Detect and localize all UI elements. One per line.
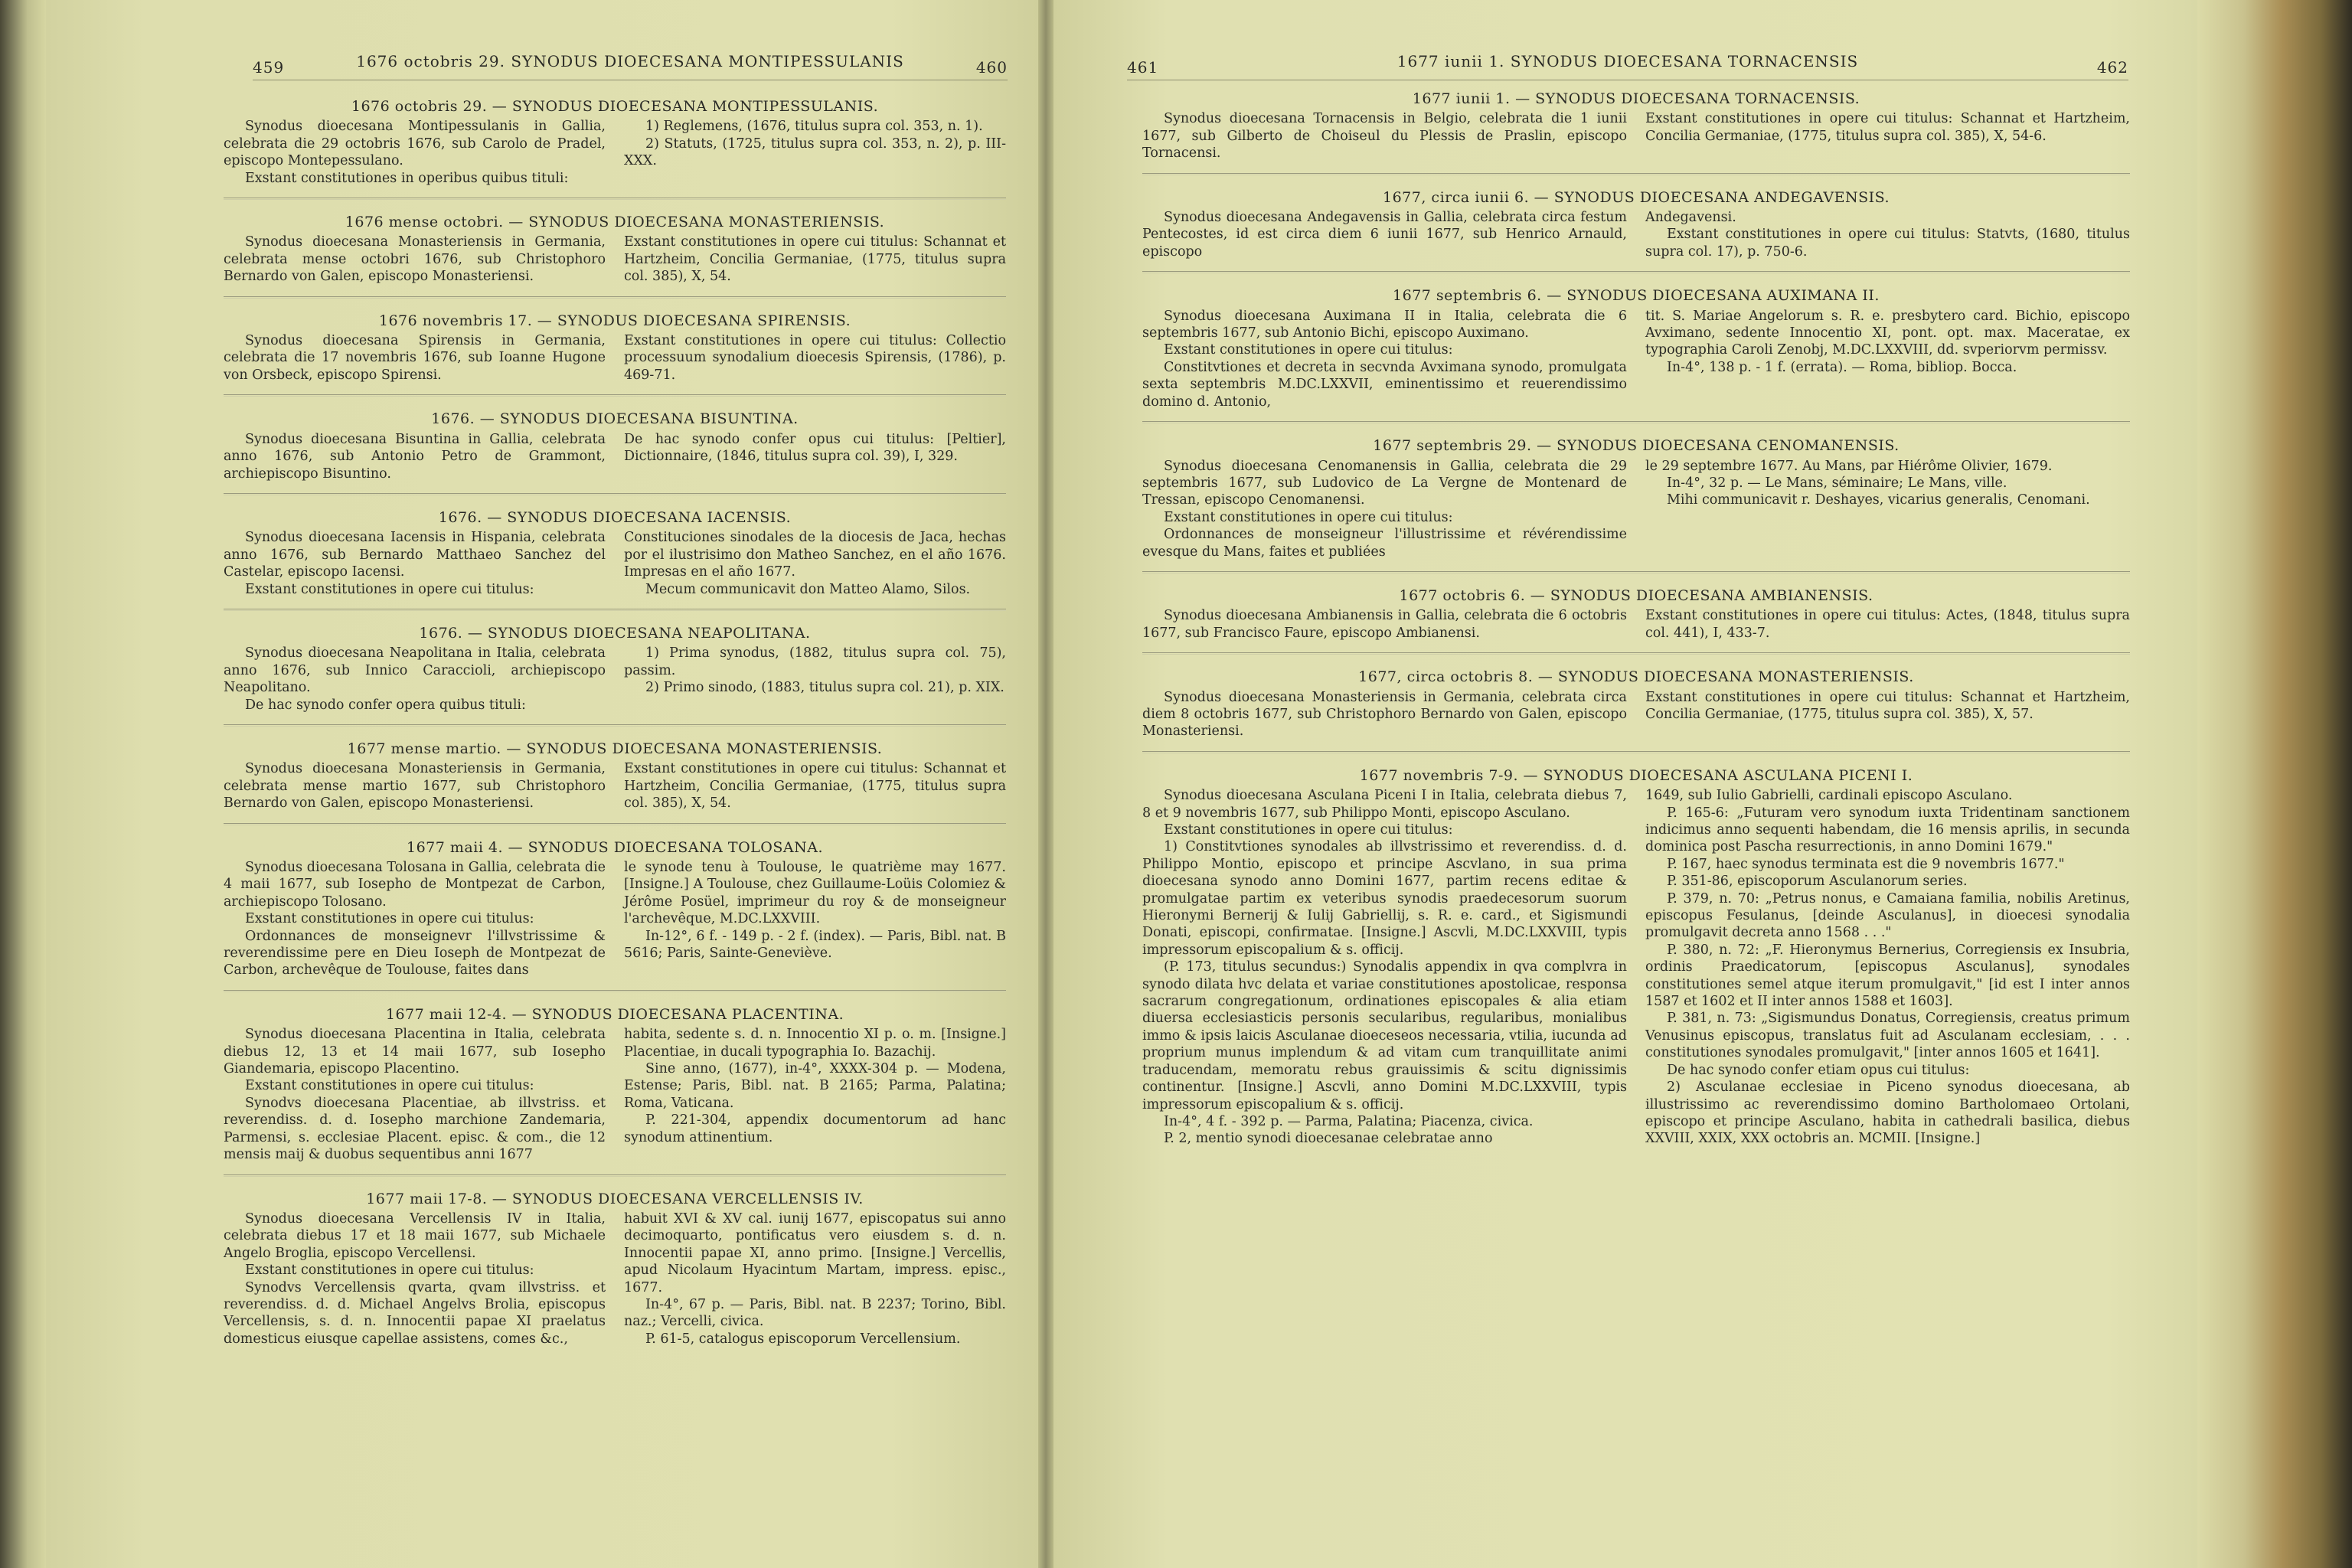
- entry-right-column: [1645, 607, 2130, 642]
- entry-columns: [1142, 787, 2130, 1148]
- entry-right-column: [1645, 308, 2130, 410]
- entry-paragraph: 1) Constitvtiones synodales ab illvstrissimo et reverendiss. d. d. Philippo Montio, episcopo et principe Ascvlano, in sua prima dioecesana synodo anno Domini 1677, partim recens editae & promulgatae partim ex veteribus synodis praedecesorum suorum Hieronymi Bernerij & Iulij Gabriellij, s. R. e. card., et Sigismundi Donati, episcopi, confirmatae. [Insigne.] Ascvli, M.DC.LXXVIII, typis impressorum episcopalium & s. officij.: [1142, 839, 1627, 958]
- entry-paragraph: Exstant constitutiones in opere cui titulus: Actes, (1848, titulus supra col. 441), I, 433-7.: [1645, 608, 2130, 641]
- entry-paragraph: Synodvs Vercellensis qvarta, qvam illvstriss. et reverendiss. d. d. Michael Angelvs Brolia, episcopus Vercellensis, s. d. n. Innocentii papae XI praelatus domesticus eiusque capellae assistens, comes &c.,: [224, 1279, 606, 1347]
- left-page: [46, 0, 1038, 1568]
- entry-paragraph: Exstant constitutiones in opere cui titulus: Collectio processuum synodalium dioecesis Spirensis, (1786), p. 469-71.: [624, 333, 1006, 383]
- entry-paragraph: De hac synodo confer opera quibus tituli:: [245, 697, 526, 713]
- entry-right-column: [624, 1210, 1006, 1348]
- entry-paragraph: P. 351-86, episcoporum Asculanorum series.: [1667, 874, 1968, 890]
- entry-columns: [1142, 607, 2130, 642]
- entry-paragraph: Synodus dioecesana Neapolitana in Italia, celebrata anno 1676, sub Innico Caraccioli, archiepiscopo Neapolitano.: [224, 645, 606, 696]
- entry-paragraph: Synodus dioecesana Monasteriensis in Germania, celebrata mense octobri 1676, sub Christophoro Bernardo von Galen, episcopo Monasteriensi.: [224, 234, 606, 285]
- left-entry: [224, 98, 1006, 198]
- entry-columns: [1142, 209, 2130, 260]
- left-running-title: 1676 octobris 29. SYNODUS DIOECESANA MONTIPESSULANIS: [356, 52, 904, 70]
- entry-heading: 1677 septembris 6. — SYNODUS DIOECESANA AUXIMANA II.: [1393, 287, 1880, 305]
- entry-columns: [1142, 110, 2130, 162]
- entry-paragraph: Synodus dioecesana Tornacensis in Belgio, celebrata die 1 iunii 1677, sub Gilberto de Choiseul du Plessis de Praslin, episcopo Tornacensi.: [1142, 111, 1627, 162]
- entry-paragraph: P. 221-304, appendix documentorum ad hanc synodum attinentium.: [624, 1112, 1006, 1145]
- entry-divider: [224, 1174, 1006, 1175]
- entry-paragraph: Constitvtiones et decreta in secvnda Avximana synodo, promulgata sexta septembris M.DC.LXXVII, eminentissimo et reuerendissimo domino d. Antonio,: [1142, 359, 1627, 410]
- entry-right-column: [624, 118, 1006, 187]
- entry-paragraph: Mihi communicavit r. Deshayes, vicarius generalis, Cenomani.: [1667, 492, 2090, 508]
- left-entry: [224, 1006, 1006, 1175]
- entry-paragraph: Exstant constitutiones in opere cui titulus:: [1164, 342, 1453, 358]
- right-entry: [1142, 767, 2130, 1148]
- entry-paragraph: Exstant constitutiones in opere cui titulus:: [1164, 509, 1453, 525]
- right-entry: [1142, 668, 2130, 752]
- entry-heading: 1677 iunii 1. — SYNODUS DIOECESANA TORNACENSIS.: [1412, 90, 1860, 107]
- left-running-head: [253, 52, 1008, 83]
- entry-paragraph: De hac synodo confer opus cui titulus: [Peltier], Dictionnaire, (1846, titulus supra col. 39), I, 329.: [624, 431, 1006, 465]
- entry-right-column: [1645, 110, 2130, 162]
- entry-heading: 1676 mense octobri. — SYNODUS DIOECESANA MONASTERIENSIS.: [345, 214, 885, 231]
- entry-right-column: [624, 529, 1006, 598]
- entry-paragraph: 1) Reglemens, (1676, titulus supra col. 353, n. 1).: [645, 119, 983, 135]
- entry-paragraph: 2) Primo sinodo, (1883, titulus supra col. 21), p. XIX.: [645, 680, 1004, 696]
- left-entry: [224, 839, 1006, 991]
- entry-paragraph: Synodus dioecesana Placentina in Italia, celebrata diebus 12, 13 et 14 maii 1677, sub Iosepho Giandemaria, episcopo Placentino.: [224, 1027, 606, 1077]
- entry-paragraph: Synodus dioecesana Monasteriensis in Germania, celebrata mense martio 1677, sub Christophoro Bernardo von Galen, episcopo Monasteriensi.: [224, 761, 606, 812]
- entry-left-column: [1142, 787, 1627, 1148]
- entry-paragraph: Exstant constitutiones in opere cui titulus:: [245, 581, 534, 597]
- right-entry: [1142, 437, 2130, 572]
- left-page-edge: [0, 0, 46, 1568]
- entry-left-column: [224, 332, 606, 384]
- entry-left-column: [224, 1026, 606, 1163]
- entry-paragraph: Synodus dioecesana Asculana Piceni I in Italia, celebrata diebus 7, 8 et 9 novembris 1677, sub Philippo Monti, episcopo Asculano.: [1142, 788, 1627, 821]
- entry-paragraph: 2) Asculanae ecclesiae in Piceno synodus dioecesana, ab illustrissimo ac reverendissimo domino Bartholomaeo Ortolani, episcopo et principe Asculano, habita in cathedrali basilica, diebus XXVIII, XXIX, XXX octobris an. MCMII. [Insigne.]: [1645, 1080, 2130, 1147]
- entry-columns: [224, 1210, 1006, 1348]
- entry-paragraph: habita, sedente s. d. n. Innocentio XI p. o. m. [Insigne.] Placentiae, in ducali typographia Io. Bazachij.: [624, 1027, 1006, 1060]
- entry-paragraph: Ordonnances de monseigneur l'illustrissime et révérendissime evesque du Mans, faites et publiées: [1142, 527, 1627, 560]
- entry-paragraph: Synodus dioecesana Ambianensis in Gallia, celebrata die 6 octobris 1677, sub Francisco Faure, episcopo Ambianensi.: [1142, 608, 1627, 641]
- entry-columns: [224, 234, 1006, 285]
- entry-paragraph: In-4°, 32 p. — Le Mans, séminaire; Le Mans, ville.: [1667, 475, 2007, 491]
- entry-left-column: [224, 529, 606, 598]
- entry-paragraph: In-4°, 67 p. — Paris, Bibl. nat. B 2237; Torino, Bibl. naz.; Vercelli, civica.: [624, 1296, 1006, 1330]
- entry-left-column: [224, 118, 606, 187]
- entry-paragraph: P. 61-5, catalogus episcoporum Vercellensium.: [645, 1331, 961, 1347]
- entry-columns: [224, 760, 1006, 812]
- entry-heading: 1677, circa iunii 6. — SYNODUS DIOECESANA ANDEGAVENSIS.: [1383, 188, 1890, 206]
- entry-right-column: [624, 332, 1006, 384]
- right-page-body: [1142, 90, 2130, 1163]
- entry-divider: [1142, 421, 2130, 422]
- entry-paragraph: Exstant constitutiones in opere cui titulus: Schannat et Hartzheim, Concilia Germaniae, (1775, titulus supra col. 385), X, 54.: [624, 761, 1006, 812]
- entry-right-column: [624, 859, 1006, 979]
- entry-columns: [224, 859, 1006, 979]
- entry-paragraph: In-4°, 138 p. - 1 f. (errata). — Roma, bibliop. Bocca.: [1667, 359, 2017, 375]
- entry-paragraph: P. 381, n. 73: „Sigismundus Donatus, Corregiensis, creatus primum Venusinus episcopus, translatus fuit ad Asculanam ecclesiam, . . . constitutiones synodales promulgavit," [inter annos 1605 et 1641].: [1645, 1011, 2130, 1061]
- entry-left-column: [224, 760, 606, 812]
- entry-right-column: [1645, 689, 2130, 740]
- entry-paragraph: Exstant constitutiones in operibus quibus tituli:: [245, 170, 569, 186]
- entry-divider: [1142, 173, 2130, 174]
- entry-paragraph: 1649, sub Iulio Gabrielli, cardinali episcopo Asculano.: [1645, 788, 2013, 804]
- entry-paragraph: P. 165-6: „Futuram vero synodum iuxta Tridentinam sanctionem indicimus anno sequenti habendam, die 16 mensis aprilis, in secunda dominica post Pascha resurrectionis, in anno Domini 1679.": [1645, 805, 2130, 855]
- entry-paragraph: Synodus dioecesana Vercellensis IV in Italia, celebrata diebus 17 et 18 maii 1677, sub Michaele Angelo Broglia, episcopo Vercellensi.: [224, 1210, 606, 1261]
- left-page-body: [224, 98, 1006, 1363]
- entry-divider: [224, 724, 1006, 725]
- entry-left-column: [1142, 308, 1627, 410]
- entry-paragraph: 1) Prima synodus, (1882, titulus supra col. 75), passim.: [624, 645, 1006, 678]
- entry-heading: 1677 octobris 6. — SYNODUS DIOECESANA AMBIANENSIS.: [1399, 586, 1873, 604]
- entry-columns: [1142, 308, 2130, 410]
- right-running-title: 1677 iunii 1. SYNODUS DIOECESANA TORNACENSIS: [1396, 52, 1859, 70]
- entry-left-column: [224, 1210, 606, 1348]
- entry-heading: 1677 maii 12-4. — SYNODUS DIOECESANA PLACENTINA.: [385, 1005, 844, 1023]
- entry-paragraph: Synodus dioecesana Iacensis in Hispania, celebrata anno 1676, sub Bernardo Matthaeo Sanchez del Castelar, episcopo Iacensi.: [224, 530, 606, 580]
- entry-paragraph: Synodus dioecesana Bisuntina in Gallia, celebrata anno 1676, sub Antonio Petro de Grammont, archiepiscopo Bisuntino.: [224, 431, 606, 482]
- entry-columns: [1142, 689, 2130, 740]
- right-entry: [1142, 189, 2130, 273]
- entry-columns: [224, 645, 1006, 714]
- entry-paragraph: Exstant constitutiones in opere cui titulus: Schannat et Hartzheim, Concilia Germaniae, (1775, titulus supra col. 385), X, 57.: [1645, 689, 2130, 722]
- entry-paragraph: Ordonnances de monseignevr l'illvstrissime & reverendissime pere en Dieu Ioseph de Montpezat de Carbon, archevêque de Toulouse, faites dans: [224, 928, 606, 978]
- left-entry: [224, 312, 1006, 396]
- entry-left-column: [1142, 689, 1627, 740]
- entry-right-column: [624, 431, 1006, 482]
- entry-divider: [224, 823, 1006, 824]
- right-running-head: [1127, 52, 2128, 83]
- entry-paragraph: In-4°, 4 f. - 392 p. — Parma, Palatina; Piacenza, civica.: [1164, 1113, 1534, 1129]
- entry-heading: 1676 novembris 17. — SYNODUS DIOECESANA SPIRENSIS.: [378, 312, 851, 329]
- right-page-edge: [2197, 0, 2352, 1568]
- entry-heading: 1676. — SYNODUS DIOECESANA IACENSIS.: [438, 508, 792, 526]
- entry-right-column: [624, 760, 1006, 812]
- entry-paragraph: De hac synodo confer etiam opus cui titulus:: [1667, 1062, 1970, 1078]
- entry-divider: [1142, 271, 2130, 272]
- entry-columns: [224, 118, 1006, 187]
- entry-paragraph: Exstant constitutiones in opere cui titulus:: [245, 1263, 534, 1279]
- entry-divider: [224, 394, 1006, 395]
- entry-paragraph: Synodus dioecesana Tolosana in Gallia, celebrata die 4 maii 1677, sub Iosepho de Montpezat de Carbon, archiepiscopo Tolosano.: [224, 860, 606, 910]
- entry-paragraph: Sine anno, (1677), in-4°, XXXX-304 p. — Modena, Estense; Paris, Bibl. nat. B 2165; Parma, Palatina; Roma, Vaticana.: [624, 1061, 1006, 1111]
- left-entry: [224, 410, 1006, 494]
- entry-heading: 1677 septembris 29. — SYNODUS DIOECESANA CENOMANENSIS.: [1373, 437, 1900, 455]
- entry-left-column: [224, 645, 606, 714]
- entry-right-column: [624, 234, 1006, 285]
- book-gutter: [1038, 0, 1054, 1568]
- left-entry: [224, 740, 1006, 824]
- entry-paragraph: tit. S. Mariae Angelorum s. R. e. presbytero card. Bichio, episcopo Avximano, sedente Innocentio XI, pont. opt. max. Maceratae, ex typographia Caroli Zenobj, M.DC.LXXVIII, dd. svperiorvm permissv.: [1645, 308, 2130, 358]
- entry-columns: [224, 1026, 1006, 1163]
- left-entry: [224, 214, 1006, 297]
- left-entry: [224, 1191, 1006, 1348]
- entry-paragraph: P. 379, n. 70: „Petrus nonus, e Camaiana familia, nobilis Aretinus, episcopus Fesulanus, [deinde Asculanus], in dioecesi synodalia promulgavit decreta anno 1568 . . .": [1645, 890, 2130, 941]
- entry-heading: 1676 octobris 29. — SYNODUS DIOECESANA MONTIPESSULANIS.: [351, 98, 879, 115]
- page-number-459: 459: [253, 58, 285, 77]
- entry-paragraph: le synode tenu à Toulouse, le quatrième may 1677. [Insigne.] A Toulouse, chez Guillaume-Loüis Colomiez & Jérôme Posüel, imprimeur du roy & de monseigneur l'archevêque, M.DC.LXXVIII.: [624, 860, 1006, 927]
- entry-divider: [224, 493, 1006, 494]
- entry-right-column: [1645, 787, 2130, 1148]
- entry-columns: [224, 332, 1006, 384]
- entry-right-column: [624, 645, 1006, 714]
- page-number-462: 462: [2096, 58, 2128, 77]
- entry-divider: [1142, 652, 2130, 653]
- entry-paragraph: le 29 septembre 1677. Au Mans, par Hiérôme Olivier, 1679.: [1645, 458, 2053, 474]
- entry-divider: [224, 990, 1006, 991]
- entry-paragraph: Exstant constitutiones in opere cui titulus: Schannat et Hartzheim, Concilia Germaniae, (1775, titulus supra col. 385), X, 54-6.: [1645, 111, 2130, 144]
- entry-paragraph: Synodus dioecesana Montipessulanis in Gallia, celebrata die 29 octobris 1676, sub Carolo de Pradel, episcopo Montepessulano.: [224, 119, 606, 169]
- entry-left-column: [224, 431, 606, 482]
- entry-paragraph: Exstant constitutiones in opere cui titulus:: [245, 1078, 534, 1094]
- entry-left-column: [1142, 110, 1627, 162]
- right-entry: [1142, 587, 2130, 653]
- entry-divider: [1142, 751, 2130, 752]
- entry-left-column: [1142, 458, 1627, 560]
- entry-columns: [224, 431, 1006, 482]
- entry-heading: 1676. — SYNODUS DIOECESANA NEAPOLITANA.: [419, 624, 811, 642]
- right-entry: [1142, 287, 2130, 422]
- entry-left-column: [224, 234, 606, 285]
- entry-paragraph: P. 380, n. 72: „F. Hieronymus Bernerius, Corregiensis ex Insubria, ordinis Praedicatorum, [episcopus Asculanus], synodales constitutiones semel atque iterum promulgavit," [id est I inter annos 1587 et 1602 et II inter annos 1588 et 1603].: [1645, 942, 2130, 1010]
- entry-heading: 1677 maii 4. — SYNODUS DIOECESANA TOLOSANA.: [407, 838, 823, 856]
- entry-paragraph: In-12°, 6 f. - 149 p. - 2 f. (index). — Paris, Bibl. nat. B 5616; Paris, Sainte-Geneviève.: [624, 928, 1006, 962]
- entry-paragraph: Synodus dioecesana Cenomanensis in Gallia, celebrata die 29 septembris 1677, sub Ludovico de La Vergne de Montenard de Tressan, episcopo Cenomanensi.: [1142, 458, 1627, 508]
- entry-paragraph: Synodvs dioecesana Placentiae, ab illvstriss. et reverendiss. d. d. Iosepho marchione Zandemaria, Parmensi, s. ecclesiae Placent. episc. & com., die 12 mensis maij & duobus sequentibus anni 1677: [224, 1095, 606, 1163]
- entry-paragraph: Exstant constitutiones in opere cui titulus:: [245, 911, 534, 927]
- entry-paragraph: habuit XVI & XV cal. iunij 1677, episcopatus sui anno decimoquarto, pontificatus vero eiusdem s. d. n. Innocentii papae XI, anno primo. [Insigne.] Vercellis, apud Nicolaum Hyacintum Martam, impress. episc., 1677.: [624, 1210, 1006, 1295]
- entry-heading: 1677, circa octobris 8. — SYNODUS DIOECESANA MONASTERIENSIS.: [1358, 668, 1914, 686]
- right-page: [1054, 0, 2197, 1568]
- entry-paragraph: Exstant constitutiones in opere cui titulus:: [1164, 822, 1453, 838]
- entry-right-column: [624, 1026, 1006, 1163]
- entry-paragraph: (P. 173, titulus secundus:) Synodalis appendix in qva complvra in synodo dilata hvc delata et variae constitutiones apostolicae, responsa sacrarum congregationum, ordinationes episcopales & alia etiam diuersa ecclesiasticis personis secularibus, regularibus, monialibus immo & ipsis laicis Asculanae dioeceseos necessaria, vtilia, iucunda ad proprium munus implendum & ad vitam cum tranquillitate animi traducendam, memoratu rebus grauissimis & scitu dignissimis continentur. [Insigne.] Ascvli, anno Domini M.DC.LXXVIII, typis impressorum episcopalium & s. officij.: [1142, 959, 1627, 1112]
- entry-right-column: [1645, 209, 2130, 260]
- entry-heading: 1677 mense martio. — SYNODUS DIOECESANA MONASTERIENSIS.: [347, 740, 883, 757]
- entry-paragraph: Synodus dioecesana Andegavensis in Gallia, celebrata circa festum Pentecostes, id est circa diem 6 iunii 1677, sub Henrico Arnauld, episcopo: [1142, 210, 1627, 260]
- entry-right-column: [1645, 458, 2130, 560]
- entry-paragraph: Exstant constitutiones in opere cui titulus: Schannat et Hartzheim, Concilia Germaniae, (1775, titulus supra col. 385), X, 54.: [624, 234, 1006, 285]
- entry-left-column: [224, 859, 606, 979]
- entry-heading: 1677 novembris 7-9. — SYNODUS DIOECESANA ASCULANA PICENI I.: [1359, 766, 1913, 784]
- entry-divider: [224, 296, 1006, 297]
- entry-left-column: [1142, 209, 1627, 260]
- entry-paragraph: P. 2, mentio synodi dioecesanae celebratae anno: [1164, 1131, 1493, 1147]
- entry-heading: 1676. — SYNODUS DIOECESANA BISUNTINA.: [431, 410, 799, 428]
- entry-divider: [1142, 571, 2130, 572]
- entry-paragraph: Mecum communicavit don Matteo Alamo, Silos.: [645, 581, 971, 597]
- entry-paragraph: Constituciones sinodales de la diocesis de Jaca, hechas por el ilustrisimo don Matheo Sanchez, en el año 1676. Impresas en el año 1677.: [624, 530, 1006, 580]
- entry-paragraph: Synodus dioecesana Auximana II in Italia, celebrata die 6 septembris 1677, sub Antonio Bichi, episcopo Auximano.: [1142, 308, 1627, 341]
- entry-paragraph: Andegavensi.: [1645, 210, 1736, 226]
- entry-paragraph: 2) Statuts, (1725, titulus supra col. 353, n. 2), p. III-XXX.: [624, 136, 1006, 169]
- entry-heading: 1677 maii 17-8. — SYNODUS DIOECESANA VERCELLENSIS IV.: [366, 1190, 864, 1207]
- entry-paragraph: Synodus dioecesana Monasteriensis in Germania, celebrata circa diem 8 octobris 1677, sub Christophoro Bernardo von Galen, episcopo Monasteriensi.: [1142, 689, 1627, 740]
- left-entry: [224, 625, 1006, 725]
- entry-columns: [224, 529, 1006, 598]
- page-number-461: 461: [1127, 58, 1159, 77]
- entry-paragraph: P. 167, haec synodus terminata est die 9 novembris 1677.": [1667, 856, 2065, 872]
- entry-paragraph: Exstant constitutiones in opere cui titulus: Statvts, (1680, titulus supra col. 17), p. 750-6.: [1645, 227, 2130, 260]
- entry-columns: [1142, 458, 2130, 560]
- right-entry: [1142, 90, 2130, 174]
- entry-left-column: [1142, 607, 1627, 642]
- left-entry: [224, 509, 1006, 609]
- entry-paragraph: Synodus dioecesana Spirensis in Germania, celebrata die 17 novembris 1676, sub Ioanne Hugone von Orsbeck, episcopo Spirensi.: [224, 333, 606, 383]
- page-number-460: 460: [975, 58, 1008, 77]
